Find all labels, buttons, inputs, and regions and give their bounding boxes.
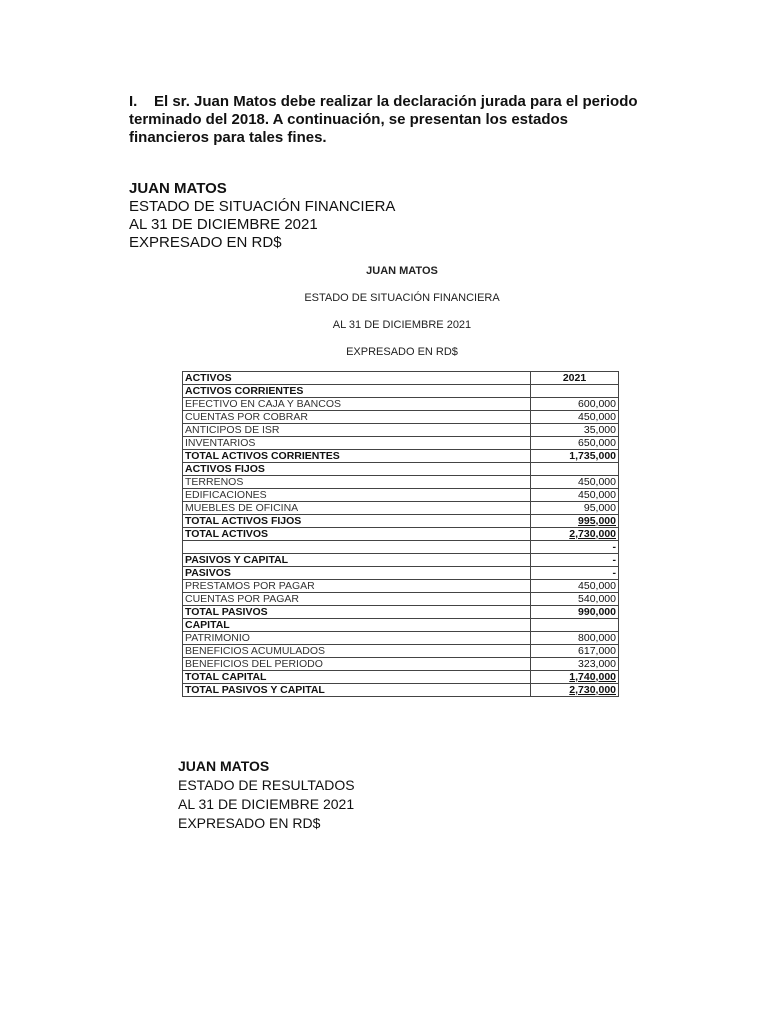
statement-currency: EXPRESADO EN RD$ bbox=[129, 234, 282, 251]
row-value: 323,000 bbox=[531, 658, 619, 671]
row-label: INVENTARIOS bbox=[183, 437, 531, 450]
table-row bbox=[183, 606, 619, 619]
income-statement-heading bbox=[178, 757, 355, 833]
row-label: EDIFICACIONES bbox=[183, 489, 531, 502]
table-row bbox=[183, 476, 619, 489]
row-label: ACTIVOS FIJOS bbox=[183, 463, 531, 476]
embedded-company-name: JUAN MATOS bbox=[366, 265, 438, 277]
table-row bbox=[183, 463, 619, 476]
row-label: TERRENOS bbox=[183, 476, 531, 489]
company-name: JUAN MATOS bbox=[129, 180, 227, 197]
row-label: MUEBLES DE OFICINA bbox=[183, 502, 531, 515]
row-value: 450,000 bbox=[531, 476, 619, 489]
row-label: TOTAL PASIVOS bbox=[183, 606, 531, 619]
balance-sheet-table bbox=[182, 371, 619, 697]
table-row bbox=[183, 593, 619, 606]
row-value bbox=[531, 385, 619, 398]
table-row bbox=[183, 424, 619, 437]
income-statement-date: AL 31 DE DICIEMBRE 2021 bbox=[178, 796, 355, 812]
table-row bbox=[183, 645, 619, 658]
table-row bbox=[183, 541, 619, 554]
row-label bbox=[183, 541, 531, 554]
statement-date: AL 31 DE DICIEMBRE 2021 bbox=[129, 216, 318, 233]
row-label: TOTAL ACTIVOS FIJOS bbox=[183, 515, 531, 528]
table-row bbox=[183, 489, 619, 502]
table-row bbox=[183, 515, 619, 528]
row-value bbox=[531, 619, 619, 632]
row-value: 800,000 bbox=[531, 632, 619, 645]
statement-title: ESTADO DE SITUACIÓN FINANCIERA bbox=[129, 198, 396, 215]
table-row bbox=[183, 398, 619, 411]
row-label: CUENTAS POR COBRAR bbox=[183, 411, 531, 424]
row-value: 650,000 bbox=[531, 437, 619, 450]
row-label: TOTAL ACTIVOS CORRIENTES bbox=[183, 450, 531, 463]
row-label: BENEFICIOS ACUMULADOS bbox=[183, 645, 531, 658]
income-company-name: JUAN MATOS bbox=[178, 758, 270, 774]
embedded-statement-currency: EXPRESADO EN RD$ bbox=[346, 346, 458, 358]
row-label: PASIVOS Y CAPITAL bbox=[183, 554, 531, 567]
table-row bbox=[183, 658, 619, 671]
row-label: CAPITAL bbox=[183, 619, 531, 632]
row-value: 35,000 bbox=[531, 424, 619, 437]
table-row bbox=[183, 632, 619, 645]
table-row bbox=[183, 437, 619, 450]
table-row bbox=[183, 554, 619, 567]
row-label: BENEFICIOS DEL PERIODO bbox=[183, 658, 531, 671]
row-label: ANTICIPOS DE ISR bbox=[183, 424, 531, 437]
row-value: 540,000 bbox=[531, 593, 619, 606]
table-row bbox=[183, 684, 619, 697]
row-value: 2,730,000 bbox=[531, 528, 619, 541]
embedded-statement-title: ESTADO DE SITUACIÓN FINANCIERA bbox=[304, 292, 500, 304]
row-label: TOTAL PASIVOS Y CAPITAL bbox=[183, 684, 531, 697]
row-label: ACTIVOS CORRIENTES bbox=[183, 385, 531, 398]
row-value: 990,000 bbox=[531, 606, 619, 619]
row-value: - bbox=[531, 567, 619, 580]
table-row bbox=[183, 580, 619, 593]
table-row bbox=[183, 528, 619, 541]
row-value: 450,000 bbox=[531, 580, 619, 593]
row-label: PRESTAMOS POR PAGAR bbox=[183, 580, 531, 593]
table-header-year: 2021 bbox=[531, 372, 619, 385]
row-label: PASIVOS bbox=[183, 567, 531, 580]
row-value: - bbox=[531, 554, 619, 567]
table-header-row bbox=[183, 372, 619, 385]
row-value: 95,000 bbox=[531, 502, 619, 515]
intro-text: El sr. Juan Matos debe realizar la declaración jurada para el periodo terminado del 2018. A continuación, se presentan los estados financieros para tales fines. bbox=[129, 93, 638, 146]
table-row bbox=[183, 567, 619, 580]
row-label: CUENTAS POR PAGAR bbox=[183, 593, 531, 606]
row-value: 600,000 bbox=[531, 398, 619, 411]
row-value: 2,730,000 bbox=[531, 684, 619, 697]
row-value: 1,740,000 bbox=[531, 671, 619, 684]
table-row bbox=[183, 502, 619, 515]
embedded-statement-date: AL 31 DE DICIEMBRE 2021 bbox=[332, 319, 472, 331]
row-value: 617,000 bbox=[531, 645, 619, 658]
intro-number: I. bbox=[129, 93, 138, 110]
row-label: TOTAL ACTIVOS bbox=[183, 528, 531, 541]
table-row bbox=[183, 619, 619, 632]
row-label: TOTAL CAPITAL bbox=[183, 671, 531, 684]
row-value: - bbox=[531, 541, 619, 554]
row-value: 1,735,000 bbox=[531, 450, 619, 463]
row-value: 450,000 bbox=[531, 411, 619, 424]
row-value bbox=[531, 463, 619, 476]
intro-paragraph bbox=[129, 93, 649, 147]
balance-sheet-heading bbox=[129, 180, 395, 252]
row-value: 450,000 bbox=[531, 489, 619, 502]
income-statement-title: ESTADO DE RESULTADOS bbox=[178, 777, 355, 793]
income-statement-currency: EXPRESADO EN RD$ bbox=[178, 815, 321, 831]
table-row bbox=[183, 411, 619, 424]
table-row bbox=[183, 671, 619, 684]
embedded-statement-heading bbox=[184, 264, 620, 372]
row-value: 995,000 bbox=[531, 515, 619, 528]
table-row bbox=[183, 385, 619, 398]
row-label: EFECTIVO EN CAJA Y BANCOS bbox=[183, 398, 531, 411]
table-header-label: ACTIVOS bbox=[183, 372, 531, 385]
table-row bbox=[183, 450, 619, 463]
row-label: PATRIMONIO bbox=[183, 632, 531, 645]
